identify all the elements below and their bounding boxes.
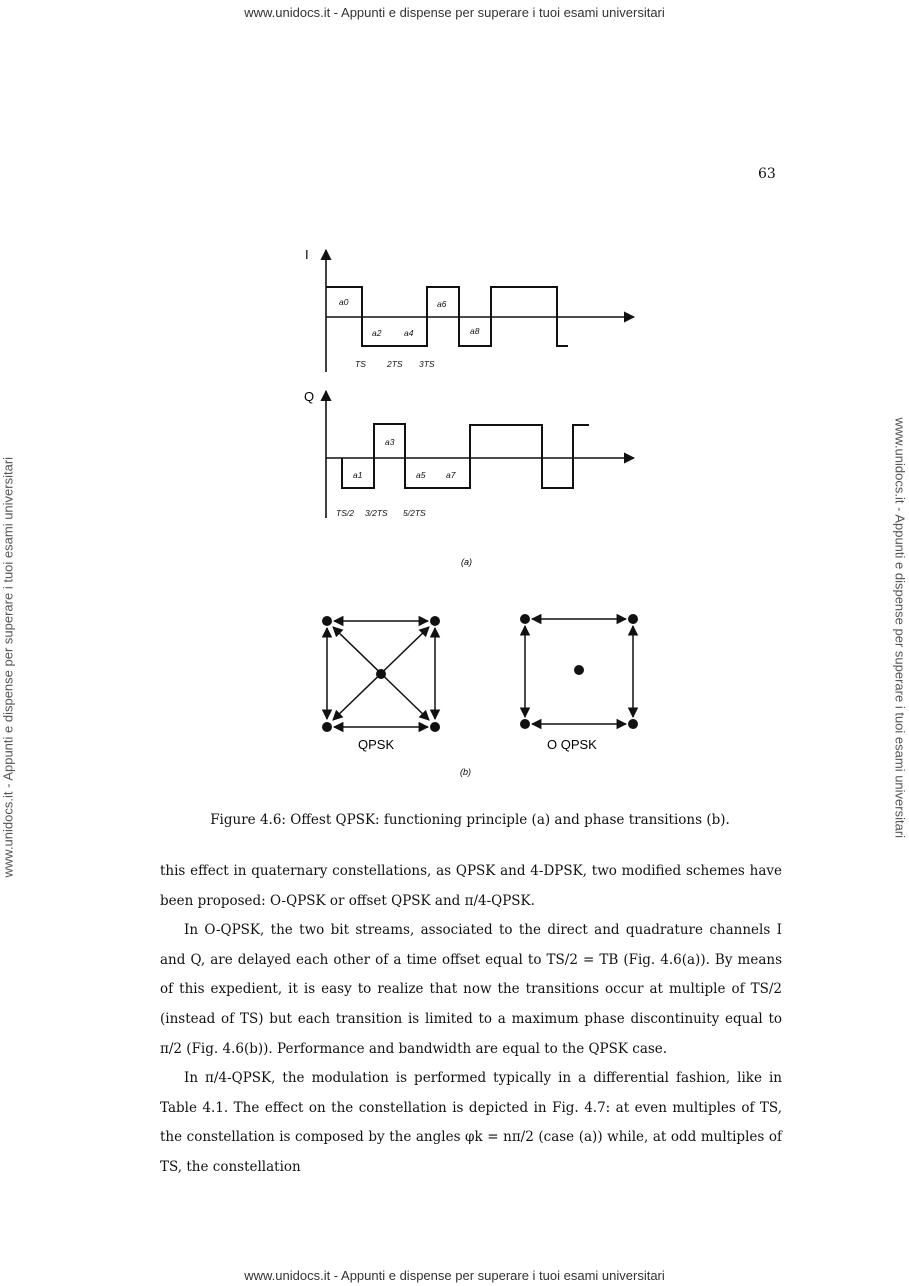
figure-caption: Figure 4.6: Offest QPSK: functioning principle (a) and phase transitions (b). bbox=[210, 812, 730, 828]
symbol-a4: a4 bbox=[404, 328, 414, 338]
tick-ts-half: TS/2 bbox=[336, 508, 354, 518]
tick-3ts: 3TS bbox=[419, 359, 435, 369]
paragraph-1: this effect in quaternary constellations, as QPSK and 4-DPSK, two modified schemes have been proposed: O-QPSK or offset QPSK and π/4-QPSK. bbox=[160, 863, 782, 909]
i-channel-waveform bbox=[326, 250, 634, 372]
label-a: (a) bbox=[461, 557, 472, 567]
tick-ts: TS bbox=[355, 359, 366, 369]
label-b: (b) bbox=[460, 767, 471, 777]
watermark-top: www.unidocs.it - Appunti e dispense per superare i tuoi esami universitari bbox=[244, 5, 665, 20]
paragraph-2: In O-QPSK, the two bit streams, associated to the direct and quadrature channels I and Q, are delayed each other of a time offset equal to TS/2 = TB (Fig. 4.6(a)). By means of this expedient, it is easy to realize that now the transitions occur at multiple of TS/2 (instead of TS) but each transition is limited to a maximum phase discontinuity equal to π/2 (Fig. 4.6(b)). Performance and bandwidth are equal to the QPSK case. bbox=[160, 922, 782, 1057]
qpsk-label: QPSK bbox=[358, 737, 395, 752]
symbol-a8: a8 bbox=[470, 326, 480, 336]
q-channel-waveform bbox=[326, 391, 634, 518]
symbol-a3: a3 bbox=[385, 437, 395, 447]
watermark-right: www.unidocs.it - Appunti e dispense per superare i tuoi esami universitari bbox=[892, 417, 908, 839]
symbol-a2: a2 bbox=[372, 328, 382, 338]
symbol-a6: a6 bbox=[437, 299, 447, 309]
symbol-a7: a7 bbox=[446, 470, 456, 480]
oqpsk-points bbox=[520, 614, 638, 729]
oqpsk-label: O QPSK bbox=[547, 737, 597, 752]
i-axis-label: I bbox=[305, 247, 309, 262]
symbol-a5: a5 bbox=[416, 470, 426, 480]
body-text bbox=[160, 857, 782, 1183]
watermark-left: www.unidocs.it - Appunti e dispense per superare i tuoi esami universitari bbox=[0, 456, 16, 878]
q-signal bbox=[342, 424, 589, 488]
page-number: 63 bbox=[758, 166, 776, 182]
q-axis-label: Q bbox=[304, 389, 315, 404]
watermark-bottom: www.unidocs.it - Appunti e dispense per superare i tuoi esami universitari bbox=[244, 1268, 665, 1283]
symbol-a0: a0 bbox=[339, 297, 349, 307]
tick-2ts: 2TS bbox=[387, 359, 403, 369]
paragraph-3: In π/4-QPSK, the modulation is performed typically in a differential fashion, like in Table 4.1. The effect on the constellation is depicted in Fig. 4.7: at even multiples of TS, the constellation is composed by the angles φk = nπ/2 (case (a)) while, at odd multiples of TS, the constellation bbox=[160, 1070, 782, 1175]
symbol-a1: a1 bbox=[353, 470, 363, 480]
tick-5-2ts: 5/2TS bbox=[403, 508, 426, 518]
tick-3-2ts: 3/2TS bbox=[365, 508, 388, 518]
